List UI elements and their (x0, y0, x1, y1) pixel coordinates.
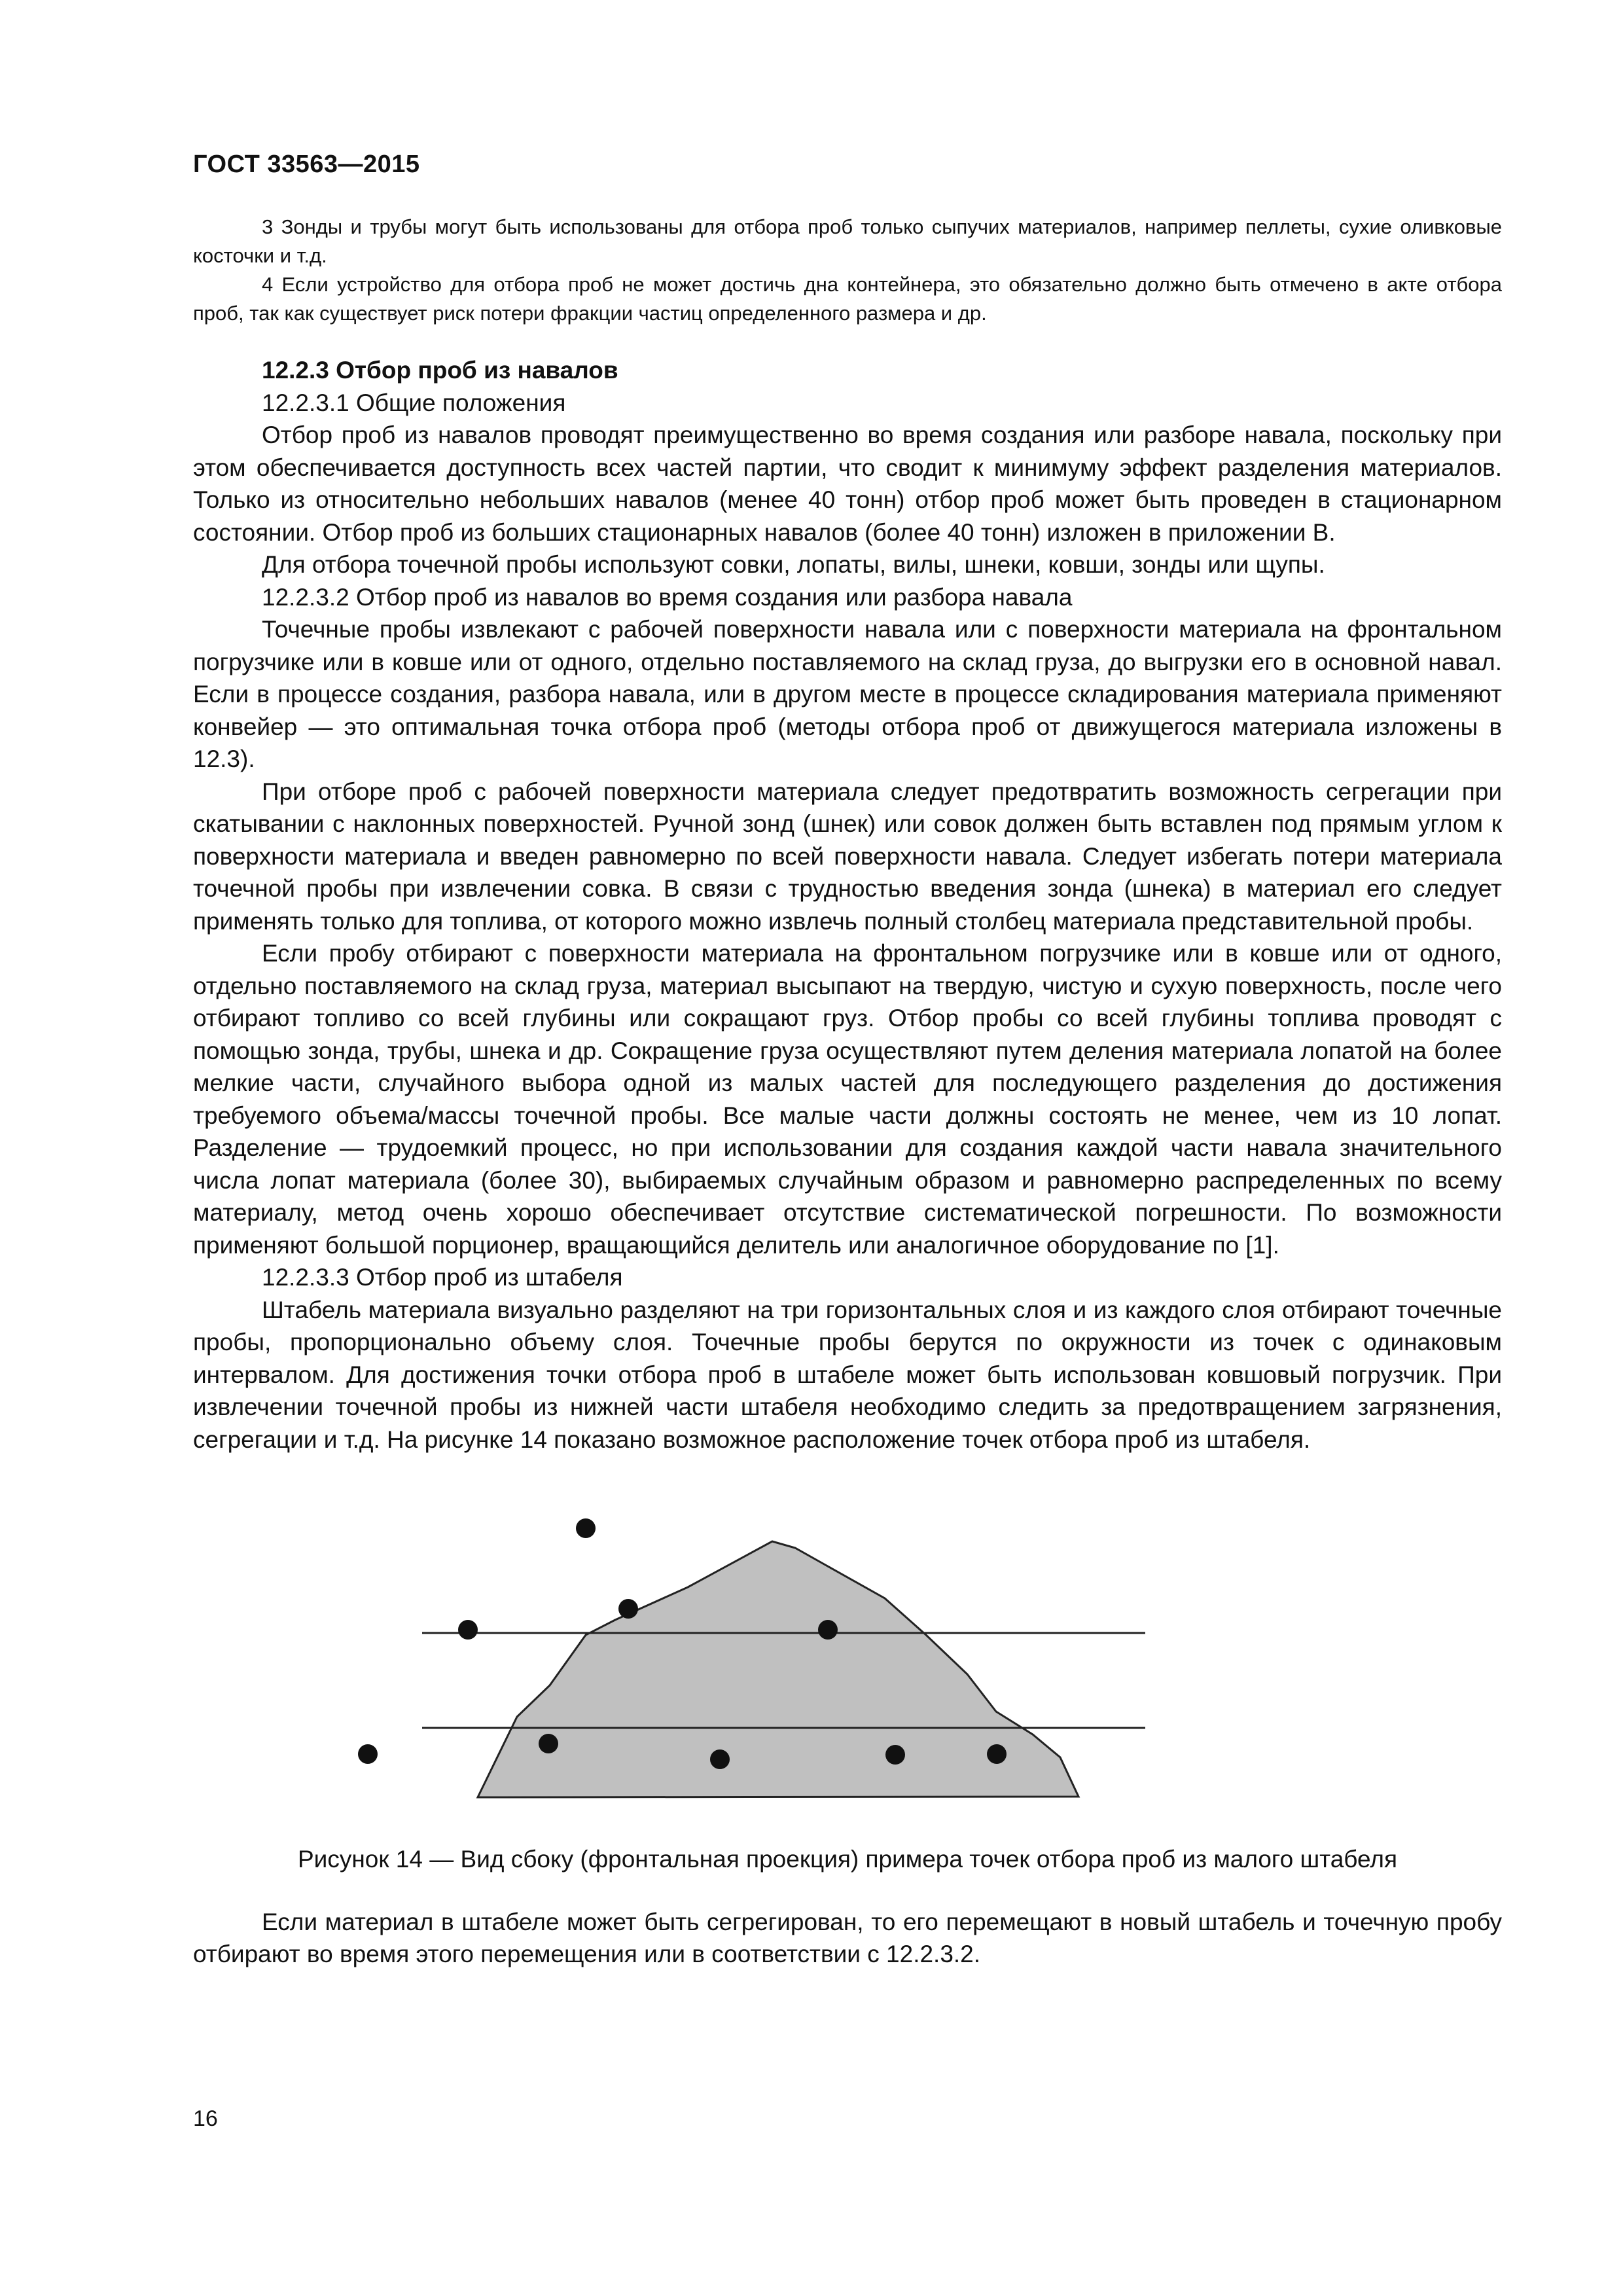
subsection-heading-2: 12.2.3.2 Отбор проб из навалов во время создания или разбора навала (262, 583, 1073, 611)
paragraph-5: Если пробу отбирают с поверхности материала на фронтальном погрузчике или в ковше или от одного, отдельно поставляемого на склад груза, материал высыпают на твердую, чистую и сухую поверхность, после чего отбирают топливо со всей глубины или сокращают груз. Отбор пробы со всей глубины топлива проводят с помощью зонда, трубы, шнека и др. Сокращение груза осуществляют путем деления материала лопатой на более мелкие части, случайного выбора одной из малых частей для последующего разделения до достижения требуемого объема/массы точечной пробы. Все малые части должны состоять не менее, чем из 10 лопат. Разделение — трудоемкий процесс, но при использовании для создания каждой части навала значительного числа лопат материала (более 30), выбираемых случайным образом и равномерно распределенных по всему материалу, метод очень хорошо обеспечивает отсутствие систематической погрешности. По возможности применяют большой порционер, вращающийся делитель или аналогичное оборудование по [1]. (193, 940, 1502, 1259)
paragraph-6: Штабель материала визуально разделяют на три горизонтальных слоя и из каждого слоя отбирают точечные пробы, пропорционально объему слоя. Точечные пробы берутся по окружности из точек с одинаковым интервалом. Для достижения точки отбора проб в штабеле может быть использован ковшовый погрузчик. При извлечении точечной пробы из нижней части штабеля необходимо следить за предотвращением загрязнения, сегрегации и т.д. На рисунке 14 показано возможное расположение точек отбора проб из штабеля. (193, 1296, 1502, 1453)
sampling-point-layer2-3 (818, 1620, 838, 1640)
subsection-heading-3: 12.2.3.3 Отбор проб из штабеля (262, 1264, 623, 1291)
subsection-heading-1: 12.2.3.1 Общие положения (262, 389, 566, 416)
figure-caption: Рисунок 14 — Вид сбоку (фронтальная проекция) примера точек отбора проб из малого штабеля (297, 1846, 1398, 1873)
note-4: 4 Если устройство для отбора проб не может достичь дна контейнера, это обязательно должно быть отмечено в акте отбора проб, так как существует риск потери фракции частиц определенного размера и др. (193, 273, 1502, 325)
sampling-point-layer2-2 (618, 1599, 638, 1619)
sampling-point-layer3-5 (987, 1744, 1007, 1764)
paragraph-4: При отборе проб с рабочей поверхности материала следует предотвратить возможность сегрегации при скатывании с наклонных поверхностей. Ручной зонд (шнек) или совок должен быть вставлен под прямым углом к поверхности материала и введен равномерно по всей поверхности навала. Следует избегать потери материала точечной пробы при извлечении совка. В связи с трудностью введения зонда (шнека) в материал его следует применять только для топлива, от которого можно извлечь полный столбец материала представительной пробы. (193, 778, 1502, 935)
document-page (193, 151, 1502, 1971)
paragraph-2: Для отбора точечной пробы используют совки, лопаты, вилы, шнеки, ковши, зонды или щупы. (262, 551, 1325, 578)
sampling-point-layer2-1 (458, 1620, 478, 1640)
section-title: 12.2.3 Отбор проб из навалов (262, 357, 618, 384)
sampling-point-layer3-4 (885, 1745, 905, 1765)
sampling-point-layer3-3 (710, 1749, 730, 1769)
closing-paragraph: Если материал в штабеле может быть сегрегирован, то его перемещают в новый штабель и точечную пробу отбирают во время этого перемещения или в соответствии с 12.2.3.2. (193, 1908, 1502, 1967)
sampling-point-layer3-1 (358, 1744, 378, 1764)
paragraph-3: Точечные пробы извлекают с рабочей поверхности навала или с поверхности материала на фронтальном погрузчике или в ковше или от одного, отдельно поставляемого на склад груза, до выгрузки его в основной навал. Если в процессе создания, разбора навала, или в другом месте в процессе складирования материала применяют конвейер — это оптимальная точка отбора проб (методы отбора проб от движущегося материала изложены в 12.3). (193, 616, 1502, 772)
sampling-point-layer1-1 (576, 1518, 596, 1538)
stockpile-diagram (193, 1466, 1502, 1833)
note-3: 3 Зонды и трубы могут быть использованы для отбора проб только сыпучих материалов, например пеллеты, сухие оливковые косточки и т.д. (193, 215, 1502, 267)
figure-14 (193, 1466, 1502, 1833)
standard-header: ГОСТ 33563—2015 (193, 151, 420, 178)
notes-block (193, 213, 1502, 328)
sampling-point-layer3-2 (539, 1734, 558, 1753)
page-number: 16 (193, 2106, 218, 2131)
paragraph-1: Отбор проб из навалов проводят преимущественно во время создания или разборе навала, поскольку при этом обеспечивается доступность всех частей партии, что сводит к минимуму эффект разделения материалов. Только из относительно небольших навалов (менее 40 тонн) отбор проб может быть проведен в стационарном состоянии. Отбор проб из больших стационарных навалов (более 40 тонн) изложен в приложении В. (193, 422, 1502, 546)
